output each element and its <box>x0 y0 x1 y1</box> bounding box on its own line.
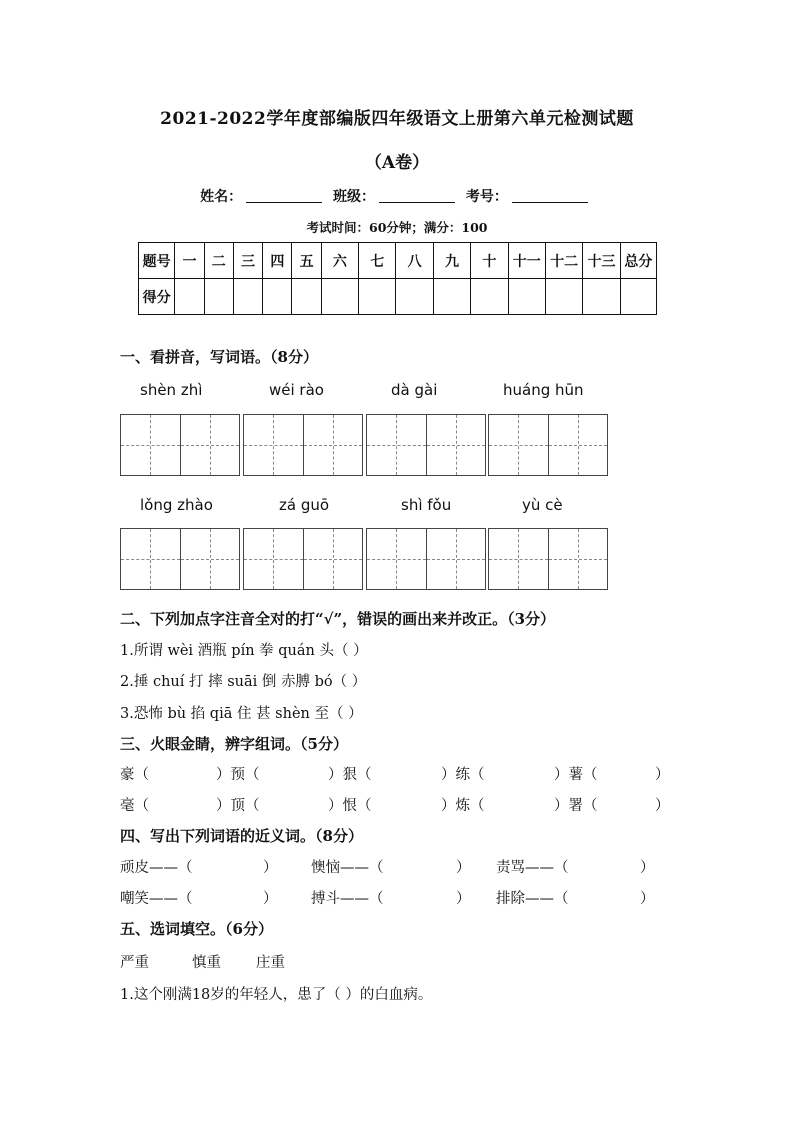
score-header-cell: 总分 <box>620 243 656 279</box>
word-option: 慎重 <box>192 955 221 971</box>
class-label: 班级： <box>333 189 375 205</box>
pinyin-label: lǒng zhào <box>140 496 213 514</box>
word-pair-part: ）恨（ <box>328 798 372 814</box>
section-2-heading: 二、下列加点字注音全对的打“√”，错误的画出来并改正。（3分） <box>120 610 556 628</box>
score-header-cell: 二 <box>204 243 233 279</box>
word-option: 严重 <box>120 955 149 971</box>
score-header-cell: 三 <box>233 243 262 279</box>
score-cell[interactable] <box>321 279 358 315</box>
exam-time-info: 考试时间：60分钟；满分：100 <box>306 220 488 235</box>
number-blank[interactable] <box>512 189 588 203</box>
synonym-item: ） <box>263 891 278 907</box>
score-header-cell: 十二 <box>545 243 582 279</box>
pinyin-label: wéi rào <box>269 381 324 399</box>
question-line: 1.所谓 wèi 酒瓶 pín 拳 quán 头（ ） <box>120 643 368 659</box>
pinyin-label: shì fǒu <box>401 496 452 514</box>
section-1-heading: 一、看拼音，写词语。（8分） <box>120 348 318 366</box>
question-line: 2.捶 chuí 打 摔 suāi 倒 赤膊 bó（ ） <box>120 674 367 690</box>
synonym-item: 懊恼——（ <box>311 860 384 876</box>
score-cell[interactable] <box>396 279 433 315</box>
score-header-cell: 八 <box>396 243 433 279</box>
writing-grid[interactable] <box>120 528 240 590</box>
word-pair-part: ）顶（ <box>216 798 260 814</box>
score-cell[interactable] <box>175 279 204 315</box>
score-cell[interactable] <box>359 279 396 315</box>
word-pair-part: 毫（ <box>120 798 149 814</box>
word-pair-part: ） <box>655 767 670 783</box>
student-info <box>0 186 794 206</box>
word-pair-part: ）狠（ <box>328 767 372 783</box>
writing-grid[interactable] <box>243 528 363 590</box>
word-pair-part: ）薯（ <box>554 767 598 783</box>
score-header-cell: 十一 <box>508 243 545 279</box>
synonym-item: 顽皮——（ <box>120 860 193 876</box>
word-pair-part: ）炼（ <box>441 798 485 814</box>
pinyin-label: huáng hūn <box>503 381 584 399</box>
page-subtitle: （A卷） <box>364 153 430 173</box>
synonym-item: ） <box>263 860 278 876</box>
synonym-item: ） <box>640 891 655 907</box>
question-line: 3.恐怖 bù 掐 qiā 住 甚 shèn 至（ ） <box>120 706 363 722</box>
writing-grid[interactable] <box>488 414 608 476</box>
synonym-item: ） <box>640 860 655 876</box>
score-cell[interactable] <box>263 279 292 315</box>
score-table-header-row <box>139 243 657 279</box>
score-table <box>138 242 657 315</box>
score-cell[interactable] <box>508 279 545 315</box>
score-header-cell: 九 <box>433 243 470 279</box>
score-header-cell: 十三 <box>583 243 620 279</box>
pinyin-label: shèn zhì <box>140 381 203 399</box>
score-header-cell: 题号 <box>139 243 175 279</box>
score-header-cell: 六 <box>321 243 358 279</box>
pinyin-label: yù cè <box>522 496 563 514</box>
synonym-item: ） <box>456 860 471 876</box>
score-cell[interactable] <box>233 279 262 315</box>
synonym-item: 责骂——（ <box>496 860 569 876</box>
section-5-heading: 五、选词填空。（6分） <box>120 920 273 938</box>
synonym-item: ） <box>456 891 471 907</box>
writing-grid[interactable] <box>366 528 486 590</box>
writing-grid[interactable] <box>488 528 608 590</box>
score-header-cell: 七 <box>359 243 396 279</box>
score-table-score-row <box>139 279 657 315</box>
score-header-cell: 五 <box>292 243 321 279</box>
writing-grid[interactable] <box>366 414 486 476</box>
score-cell[interactable] <box>204 279 233 315</box>
synonym-item: 嘲笑——（ <box>120 891 193 907</box>
word-pair-part: ） <box>655 798 670 814</box>
synonym-item: 排除——（ <box>496 891 569 907</box>
score-cell[interactable] <box>433 279 470 315</box>
writing-grid[interactable] <box>120 414 240 476</box>
page-title: 2021-2022学年度部编版四年级语文上册第六单元检测试题 <box>160 109 634 129</box>
score-cell[interactable] <box>583 279 620 315</box>
score-header-cell: 十 <box>471 243 508 279</box>
score-cell[interactable] <box>545 279 582 315</box>
synonym-item: 搏斗——（ <box>311 891 384 907</box>
section-4-heading: 四、写出下列词语的近义词。（8分） <box>120 827 363 845</box>
name-label: 姓名： <box>200 189 243 205</box>
class-blank[interactable] <box>379 189 455 203</box>
score-header-cell: 四 <box>263 243 292 279</box>
score-header-cell: 一 <box>175 243 204 279</box>
word-pair-part: ）练（ <box>441 767 485 783</box>
name-blank[interactable] <box>246 189 322 203</box>
score-cell[interactable] <box>292 279 321 315</box>
word-pair-part: ）署（ <box>554 798 598 814</box>
writing-grid[interactable] <box>243 414 363 476</box>
word-pair-part: ）预（ <box>216 767 260 783</box>
number-label: 考号： <box>465 189 508 205</box>
question-line: 1.这个刚满18岁的年轻人，患了（ ）的白血病。 <box>120 987 433 1003</box>
word-pair-part: 豪（ <box>120 767 149 783</box>
score-cell[interactable] <box>471 279 508 315</box>
pinyin-label: dà gài <box>391 381 438 399</box>
score-cell[interactable] <box>620 279 656 315</box>
score-row-label: 得分 <box>139 279 175 315</box>
pinyin-label: zá guō <box>279 496 330 514</box>
word-option: 庄重 <box>256 955 285 971</box>
section-3-heading: 三、火眼金睛，辨字组词。（5分） <box>120 735 348 753</box>
